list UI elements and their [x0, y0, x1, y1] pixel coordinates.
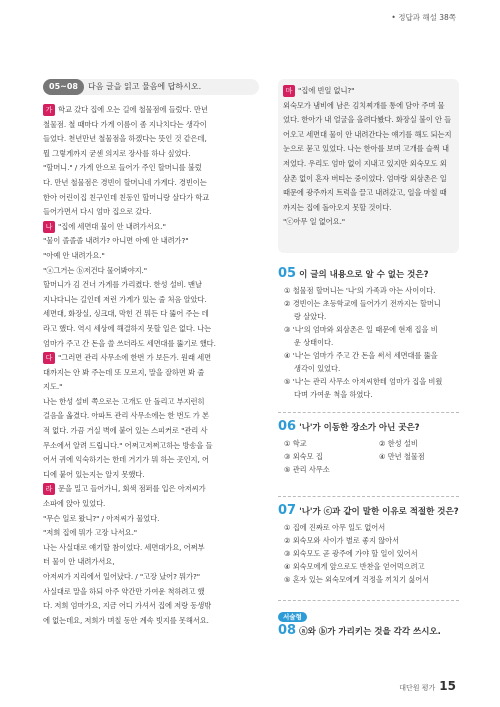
answer-option[interactable]: ② 한성 설비 [379, 439, 418, 448]
passage-line: 적 없다. 가끔 거실 벽에 붙어 있는 스피커로 "관리 사 [43, 426, 208, 436]
passage-line: 에 없는데요, 저희가 며칠 동안 계속 빗지를 못해서요. [43, 615, 209, 625]
passage-line: 한아 어린이집 친구인데 친동인 할머니랑 살다가 학교 [43, 192, 210, 202]
passage-line: 지도." [43, 382, 63, 392]
passage-line: "아예 안 내려가요." [43, 250, 105, 260]
passage-line: 때문에 광주까지 트럭을 끌고 내려갔고, 일을 마칠 때 [283, 188, 447, 198]
question-number: 08 [278, 623, 297, 638]
passage-line: 외숙모가 냄비에 남은 김치찌개를 통에 담아 주며 물 [283, 100, 445, 110]
passage-line: 아저씨가 지리에서 일어났다. / "고장 났어? 뭐가?" [43, 572, 201, 581]
question-06 [278, 421, 459, 476]
answer-option[interactable]: ① 집에 진짜로 아무 일도 없어서 [284, 523, 386, 532]
passage-line: 가 학교 갔다 집에 오는 길에 철물점에 들렀다. 만년 [43, 103, 259, 118]
passage-right [283, 84, 455, 230]
answer-option[interactable]: ③ '나'의 엄마와 외삼촌은 일 때문에 현재 집을 비 [284, 325, 438, 334]
passage-line: 저었다. 우리도 엄마 없이 지내고 있지만 외숙모도 외 [283, 158, 447, 168]
answer-option[interactable]: ⑤ 혼자 있는 외숙모에게 걱정을 끼치기 싫어서 [284, 575, 430, 584]
question-number: 06 [278, 419, 297, 434]
passage-line: 뭘 그렇게까지 굳센 의지로 장사를 하나 싶었다. [43, 148, 191, 158]
passage-line: 어서 귀에 익숙하기는 한데 거기가 뭐 하는 곳인지, 어 [43, 455, 209, 465]
question-title: 05 이 글의 내용으로 알 수 없는 것은? [278, 266, 429, 281]
question-number: 05 [278, 266, 297, 281]
passage-line: 나는 한성 설비 쪽으로는 고개도 안 돌리고 부지런히 [43, 396, 205, 406]
answer-option[interactable]: ③ 외숙모 집 [284, 452, 323, 461]
passage-line: 세면대, 화장실, 싱크대, 막힌 건 뭐든 다 뚫어 주는 데 [43, 309, 209, 319]
instruction-text: 다음 글을 읽고 물음에 답하시오. [87, 82, 202, 91]
answer-option[interactable]: ④ 외숙모에게 앞으로도 반찬을 얻어먹으려고 [284, 562, 425, 571]
passage-line: 대까지는 안 봐 주는데 또 모르지, 말을 잘하면 봐 줄 [43, 367, 205, 377]
passage-line: 나 "집에 세면대 물이 안 내려가서요." [43, 220, 259, 235]
answer-option[interactable]: ④ '나'는 엄마가 주고 간 돈을 써서 세면대를 뚫을 [284, 351, 438, 360]
passage-line: 마 "집에 빈일 없니?" [283, 84, 455, 99]
passage-line: 라 문을 밀고 들어가니, 회색 점퍼를 입은 아저씨가 [43, 482, 259, 497]
instruction-bar [43, 79, 259, 95]
passage-line: 다. 만년 철물점은 경빈이 할머니네 가게다. 경빈이는 [43, 177, 207, 187]
passage-line: 삼촌 없이 혼자 버티는 중이었다. 엄마랑 외삼촌은 일 [283, 173, 447, 183]
section-marker-da: 다 [43, 352, 55, 364]
passage-line: 철물점. 철 때마다 가게 이름이 좀 지나치다는 생각이 [43, 119, 207, 129]
passage-line: "저희 집에 뭐가 고장 나서요." [43, 528, 138, 538]
passage-line: 무소에서 알려 드립니다." 어쩌고저쩌고하는 방송을 들 [43, 440, 213, 450]
divider [278, 496, 459, 497]
answer-option[interactable]: ① 철물점 할머니는 '나'의 가족과 아는 사이이다. [284, 286, 436, 295]
section-marker-ma: 마 [283, 85, 295, 97]
passage-line: "ⓒ아무 일 없어요." [283, 217, 346, 227]
passage-line: 걸음을 옮겼다. 아파트 관리 사무소에는 한 번도 가 본 [43, 411, 209, 421]
question-number: 07 [278, 503, 297, 518]
question-07 [278, 505, 459, 586]
passage-line: 었다. 한아가 내 얼굴을 올려다봤다. 화장실 불이 안 들 [283, 115, 452, 125]
answer-option[interactable]: ③ 외숙모도 곧 광주에 가야 할 일이 있어서 [284, 549, 418, 558]
answer-option[interactable]: ⑤ '나'는 관리 사무소 아저씨한테 엄마가 집을 비웠 [284, 377, 443, 386]
answer-option-cont: 운 상태이다. [294, 338, 334, 347]
answer-option[interactable]: ② 경빈이는 초등학교에 들어가기 전까지는 할머니 [284, 299, 441, 308]
question-range-badge: 05~08 [43, 79, 84, 95]
passage-line: 나는 사실대로 얘기할 참이었다. 세면대가요, 어쩌부 [43, 542, 205, 552]
passage-line: "무슨 일로 왔니?" / 아저씨가 물었다. [43, 513, 160, 523]
question-08 [278, 604, 459, 638]
passage-line: "ⓐ그거는 ⓑ저건다 물어봐야지." [43, 265, 148, 275]
passage-line: 엄마가 주고 간 돈을 쓸 쓰더라도 세면대를 뚫기로 했다. [43, 338, 216, 348]
passage-line: "물이 졸졸졸 내려가? 아니면 아예 안 내려가?" [43, 236, 189, 246]
passage-line: 디에 붙어 있는지는 알지 못했다. [43, 469, 145, 479]
divider [278, 412, 459, 413]
passage-line: 소파에 앉아 있었다. [43, 499, 106, 509]
passage-line: 터 물이 안 내려가서요, [43, 557, 115, 567]
passage-line: 할머니가 김 건너 가게를 가리켰다. 한성 설비. 맨날 [43, 280, 202, 290]
answer-option-cont: 생각이 있었다. [294, 364, 341, 373]
passage-left [43, 103, 259, 628]
passage-line: 눈으로 묻고 있었다. 나는 한아를 보며 고개를 슬쩍 내 [283, 144, 449, 154]
question-title: 08 ⓐ와 ⓑ가 가리키는 것을 각각 쓰시오. [278, 623, 441, 638]
section-marker-ra: 라 [43, 483, 55, 495]
answer-option-cont: 다며 가여운 척을 하였다. [294, 390, 373, 399]
divider [278, 600, 459, 601]
section-marker-na: 나 [43, 221, 55, 233]
passage-line: 다. 저희 엄마가요, 지금 어디 가셔서 집에 저랑 동생밖 [43, 601, 212, 611]
passage-line: 지나다니는 길인데 저런 가게가 있는 줄 처음 알았다. [43, 294, 207, 304]
answer-option[interactable]: ② 외숙모와 사이가 별로 좋지 않아서 [284, 536, 400, 545]
answer-option[interactable]: ④ 만년 철물점 [379, 452, 425, 461]
passage-line: 다 "그러면 관리 사무소에 한번 가 보든가. 원래 세면 [43, 351, 259, 366]
passage-line: 사실대로 말을 하되 아주 약간만 가여운 척하려고 했 [43, 586, 205, 596]
question-title: 06 '나'가 이동한 장소가 아닌 곳은? [278, 419, 420, 434]
footer-label: 대단원 평가 [399, 684, 436, 692]
answer-option[interactable]: ① 학교 [284, 439, 307, 448]
page-footer [399, 679, 456, 693]
passage-line: 들어가면서 다시 엄마 집으로 갔다. [43, 207, 152, 217]
question-title: 07 '나'가 ⓒ과 같이 말한 이유로 적절한 것은? [278, 503, 459, 518]
essay-badge: 서술형 [278, 612, 307, 622]
answer-option[interactable]: ⑤ 관리 사무소 [284, 465, 330, 474]
page-number: 15 [439, 679, 456, 693]
answer-option-cont: 랑 살았다. [294, 312, 327, 321]
passage-line: 들었다. 천년만년 철물점을 하겠다는 뜻인 것 같은데, [43, 134, 207, 144]
passage-line: 까지는 집에 돌아오지 못할 것이다. [283, 202, 392, 212]
question-05 [278, 268, 459, 401]
section-marker-ga: 가 [43, 104, 55, 116]
passage-line: 어오고 세면대 물이 안 내려간다는 얘기를 해도 되는지 [283, 129, 452, 139]
passage-line: 라고 했다. 역시 세상에 해결하지 못할 일은 없다. 나는 [43, 323, 212, 333]
passage-line: "할머니." / 가게 안으로 들어가 주인 할머니를 불렀 [43, 163, 202, 173]
answer-reference: • 정답과 해설 38쪽 [391, 13, 456, 22]
